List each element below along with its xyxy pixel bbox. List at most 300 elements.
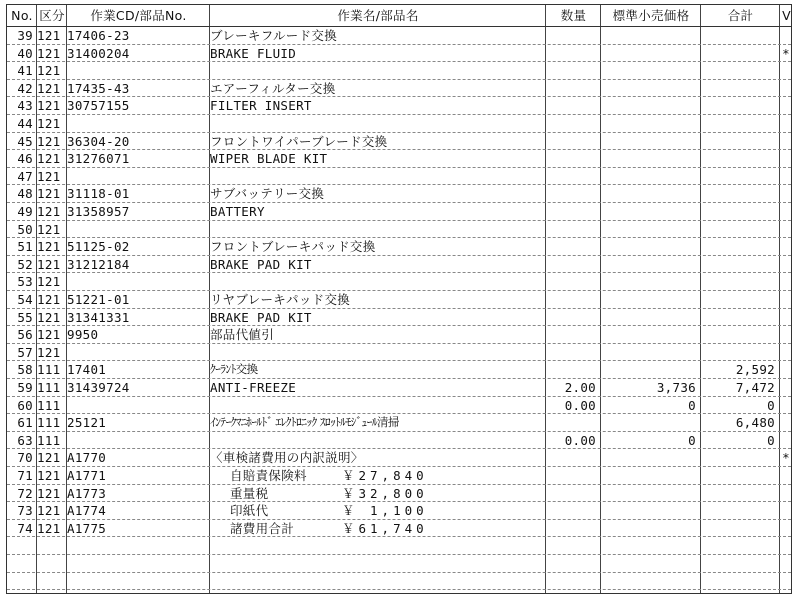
row-code: 30757155 bbox=[67, 98, 130, 114]
row-qty bbox=[546, 485, 600, 502]
table-row bbox=[7, 573, 791, 591]
row-kubun: 121 bbox=[37, 28, 61, 43]
row-code: A1775 bbox=[67, 520, 107, 536]
row-unit-price bbox=[601, 115, 700, 132]
row-v-mark bbox=[780, 537, 792, 554]
fee-amount: ￥32,800 bbox=[342, 485, 428, 501]
row-kubun: 121 bbox=[37, 468, 61, 483]
header-unit-price: 標準小売価格 bbox=[612, 8, 690, 23]
row-name bbox=[210, 537, 545, 554]
row-kubun: 121 bbox=[37, 151, 61, 167]
row-v-mark bbox=[780, 256, 792, 273]
table-row bbox=[7, 291, 791, 309]
row-qty bbox=[546, 150, 600, 167]
table-row bbox=[7, 203, 791, 221]
table-header bbox=[7, 5, 791, 27]
fee-amount: ￥61,740 bbox=[342, 520, 428, 536]
row-v-mark bbox=[780, 344, 792, 361]
row-number: 63 bbox=[17, 432, 33, 448]
row-unit-price bbox=[601, 27, 700, 44]
row-number: 74 bbox=[17, 520, 33, 536]
row-kubun bbox=[37, 537, 67, 554]
row-name: BRAKE FLUID bbox=[210, 45, 297, 61]
row-name bbox=[210, 485, 545, 502]
row-qty bbox=[546, 45, 600, 62]
row-kubun: 121 bbox=[37, 256, 61, 272]
row-kubun: 121 bbox=[37, 344, 61, 360]
row-code: 25121 bbox=[67, 415, 107, 431]
table-row bbox=[7, 273, 791, 291]
row-qty bbox=[546, 414, 600, 431]
row-unit-price bbox=[601, 414, 700, 431]
row-number: 51 bbox=[17, 239, 33, 255]
header-no: No. bbox=[11, 8, 33, 23]
table-row bbox=[7, 97, 791, 115]
row-total bbox=[701, 309, 779, 326]
table-row bbox=[7, 150, 791, 168]
row-kubun: 121 bbox=[37, 45, 61, 61]
row-code: 31118-01 bbox=[67, 186, 130, 202]
row-qty bbox=[546, 555, 600, 572]
row-name: ｸｰﾗﾝﾄ交換 bbox=[210, 362, 258, 377]
row-kubun: 121 bbox=[37, 63, 61, 79]
row-v-mark bbox=[780, 555, 792, 572]
header-code: 作業CD/部品No. bbox=[90, 8, 187, 23]
row-qty bbox=[546, 291, 600, 308]
row-number: 50 bbox=[17, 221, 33, 237]
table-row bbox=[7, 344, 791, 362]
header-v: V bbox=[782, 8, 791, 23]
row-number: 73 bbox=[17, 503, 33, 519]
row-name bbox=[210, 62, 545, 79]
row-name: フロントワイパーブレード交換 bbox=[210, 133, 388, 149]
row-number: 52 bbox=[17, 256, 33, 272]
row-kubun: 121 bbox=[37, 80, 61, 96]
row-name: BATTERY bbox=[210, 204, 265, 219]
row-qty bbox=[546, 115, 600, 132]
row-kubun: 121 bbox=[37, 274, 61, 290]
row-name bbox=[210, 397, 545, 414]
row-kubun: 111 bbox=[37, 362, 61, 378]
table-row bbox=[7, 502, 791, 520]
table-row bbox=[7, 361, 791, 379]
row-unit-price bbox=[601, 97, 700, 114]
row-kubun: 111 bbox=[37, 397, 61, 413]
row-kubun: 121 bbox=[37, 133, 61, 149]
row-unit-price bbox=[601, 485, 700, 502]
row-v-mark bbox=[780, 97, 792, 114]
row-v-mark bbox=[780, 291, 792, 308]
row-name bbox=[210, 520, 545, 537]
row-number: 58 bbox=[17, 362, 33, 378]
row-total bbox=[701, 238, 779, 255]
row-name bbox=[210, 221, 545, 238]
row-unit-price bbox=[601, 573, 700, 590]
row-name: 〈車検諸費用の内訳説明〉 bbox=[210, 450, 364, 466]
table-row bbox=[7, 115, 791, 133]
row-unit-price bbox=[601, 273, 700, 290]
row-code bbox=[67, 62, 212, 79]
row-v-mark bbox=[780, 273, 792, 290]
row-total: 6,480 bbox=[735, 415, 775, 431]
row-code bbox=[67, 273, 212, 290]
row-qty bbox=[546, 467, 600, 484]
table-row bbox=[7, 80, 791, 98]
table-row bbox=[7, 449, 791, 467]
fee-amount: ￥27,840 bbox=[342, 468, 428, 483]
row-total bbox=[701, 97, 779, 114]
table-row bbox=[7, 537, 791, 555]
row-kubun: 111 bbox=[37, 380, 61, 395]
row-number: 53 bbox=[17, 274, 33, 290]
row-total bbox=[701, 449, 779, 466]
row-name bbox=[210, 432, 545, 449]
row-total bbox=[701, 344, 779, 361]
row-qty bbox=[546, 309, 600, 326]
row-number: 42 bbox=[17, 80, 33, 96]
row-number: 70 bbox=[17, 450, 33, 466]
row-name: ANTI-FREEZE bbox=[210, 380, 297, 395]
row-unit-price bbox=[601, 256, 700, 273]
table-row bbox=[7, 133, 791, 151]
row-qty bbox=[546, 537, 600, 554]
row-v-mark bbox=[780, 432, 792, 449]
table-row bbox=[7, 309, 791, 327]
table-row bbox=[7, 221, 791, 239]
row-kubun: 121 bbox=[37, 204, 61, 219]
row-total bbox=[701, 467, 779, 484]
row-kubun: 121 bbox=[37, 292, 61, 307]
row-name: FILTER INSERT bbox=[210, 98, 312, 114]
row-v-mark bbox=[780, 414, 792, 431]
row-total bbox=[701, 537, 779, 554]
header-total: 合計 bbox=[727, 8, 754, 23]
row-qty bbox=[546, 361, 600, 378]
row-total bbox=[701, 203, 779, 220]
row-code bbox=[67, 432, 212, 449]
row-name bbox=[210, 555, 545, 572]
row-number: 57 bbox=[17, 344, 33, 360]
table-row bbox=[7, 414, 791, 432]
row-qty bbox=[546, 221, 600, 238]
row-number: 40 bbox=[17, 45, 33, 61]
row-code: 31400204 bbox=[67, 45, 130, 61]
row-name bbox=[210, 573, 545, 590]
row-qty bbox=[546, 168, 600, 185]
row-qty bbox=[546, 520, 600, 537]
row-total bbox=[701, 573, 779, 590]
row-total bbox=[701, 502, 779, 519]
row-number: 43 bbox=[17, 98, 33, 114]
row-unit-price bbox=[601, 45, 700, 62]
table-row bbox=[7, 238, 791, 256]
row-kubun: 121 bbox=[37, 520, 61, 536]
table-row bbox=[7, 555, 791, 573]
row-unit-price bbox=[601, 221, 700, 238]
row-number: 55 bbox=[17, 309, 33, 325]
row-code bbox=[67, 168, 212, 185]
header-kubun: 区分 bbox=[39, 8, 65, 23]
row-total bbox=[701, 80, 779, 97]
row-number: 71 bbox=[17, 468, 33, 483]
row-name: BRAKE PAD KIT bbox=[210, 256, 312, 272]
row-kubun: 121 bbox=[37, 98, 61, 114]
row-unit-price bbox=[601, 238, 700, 255]
row-name: ｲﾝﾃｰｸﾏﾆﾎｰﾙﾄﾞ ｴﾚｸﾄﾛﾆｯｸ ｽﾛｯﾄﾙﾓｼﾞｭｰﾙ清掃 bbox=[210, 415, 399, 430]
row-unit-price bbox=[601, 361, 700, 378]
table-row bbox=[7, 467, 791, 485]
row-qty bbox=[546, 273, 600, 290]
row-number: 60 bbox=[17, 397, 33, 413]
row-qty bbox=[546, 133, 600, 150]
row-name bbox=[210, 344, 545, 361]
row-kubun: 121 bbox=[37, 186, 61, 202]
fee-label: 自賠責保険料 bbox=[230, 468, 307, 483]
row-qty bbox=[546, 203, 600, 220]
row-qty bbox=[546, 27, 600, 44]
row-kubun: 121 bbox=[37, 503, 61, 519]
fee-label: 重量税 bbox=[230, 485, 269, 501]
row-unit-price bbox=[601, 62, 700, 79]
row-kubun: 111 bbox=[37, 432, 61, 448]
row-unit-price bbox=[601, 555, 700, 572]
row-v-mark bbox=[780, 379, 792, 396]
row-unit-price bbox=[601, 467, 700, 484]
row-number: 49 bbox=[17, 204, 33, 219]
row-unit-price bbox=[601, 133, 700, 150]
row-total bbox=[701, 45, 779, 62]
table-row bbox=[7, 326, 791, 344]
row-unit-price: 0 bbox=[688, 397, 696, 413]
row-name bbox=[210, 168, 545, 185]
row-v-mark bbox=[780, 62, 792, 79]
row-qty: 0.00 bbox=[564, 397, 596, 413]
row-v-mark bbox=[780, 185, 792, 202]
row-name: エアーフィルター交換 bbox=[210, 80, 336, 96]
row-name: BRAKE PAD KIT bbox=[210, 309, 312, 325]
table-row bbox=[7, 379, 791, 397]
row-code: A1770 bbox=[67, 450, 107, 466]
row-total bbox=[701, 150, 779, 167]
row-v-mark bbox=[780, 115, 792, 132]
row-qty bbox=[546, 326, 600, 343]
row-qty bbox=[546, 80, 600, 97]
row-qty bbox=[546, 185, 600, 202]
row-number: 59 bbox=[17, 380, 33, 395]
row-qty bbox=[546, 449, 600, 466]
row-qty bbox=[546, 238, 600, 255]
row-code bbox=[67, 573, 212, 590]
row-name: サブバッテリー交換 bbox=[210, 186, 325, 202]
row-number: 61 bbox=[17, 415, 33, 431]
row-unit-price bbox=[601, 203, 700, 220]
row-kubun bbox=[37, 573, 67, 590]
row-code: 17401 bbox=[67, 362, 107, 378]
row-total: 0 bbox=[767, 397, 775, 413]
row-number: 39 bbox=[17, 28, 33, 43]
row-name: ブレーキフルード交換 bbox=[210, 28, 338, 43]
row-unit-price bbox=[601, 309, 700, 326]
table-row bbox=[7, 185, 791, 203]
row-v-mark bbox=[780, 203, 792, 220]
row-code: 31276071 bbox=[67, 151, 130, 167]
row-v-mark bbox=[780, 309, 792, 326]
row-unit-price bbox=[601, 185, 700, 202]
row-kubun: 121 bbox=[37, 168, 61, 184]
row-total bbox=[701, 27, 779, 44]
row-name bbox=[210, 502, 545, 519]
row-code: 17435-43 bbox=[67, 80, 130, 96]
row-number: 72 bbox=[17, 485, 33, 501]
table-row bbox=[7, 256, 791, 274]
row-kubun: 121 bbox=[37, 239, 61, 255]
work-order-sheet bbox=[6, 4, 792, 594]
row-code: 51221-01 bbox=[67, 292, 130, 307]
row-total bbox=[701, 115, 779, 132]
row-unit-price bbox=[601, 502, 700, 519]
row-name: リヤブレーキパッド交換 bbox=[210, 292, 351, 307]
row-v-mark bbox=[780, 133, 792, 150]
row-kubun: 121 bbox=[37, 309, 61, 325]
row-unit-price bbox=[601, 520, 700, 537]
row-unit-price bbox=[601, 168, 700, 185]
row-v-mark bbox=[780, 326, 792, 343]
row-number: 46 bbox=[17, 151, 33, 167]
row-v-mark bbox=[780, 573, 792, 590]
row-code: 17406-23 bbox=[67, 28, 130, 43]
row-v-mark bbox=[780, 27, 792, 44]
row-number bbox=[7, 537, 35, 554]
row-name bbox=[210, 115, 545, 132]
row-qty bbox=[546, 573, 600, 590]
row-v-mark: * bbox=[782, 45, 790, 61]
row-number bbox=[7, 573, 35, 590]
row-unit-price bbox=[601, 344, 700, 361]
row-name bbox=[210, 273, 545, 290]
row-code: 51125-02 bbox=[67, 239, 130, 255]
row-qty: 0.00 bbox=[564, 432, 596, 448]
row-number: 41 bbox=[17, 63, 33, 79]
row-total bbox=[701, 133, 779, 150]
row-kubun: 121 bbox=[37, 327, 61, 343]
table-row bbox=[7, 520, 791, 538]
row-unit-price bbox=[601, 80, 700, 97]
row-code: 9950 bbox=[67, 327, 99, 343]
row-qty bbox=[546, 97, 600, 114]
row-v-mark bbox=[780, 361, 792, 378]
row-v-mark bbox=[780, 467, 792, 484]
table-row bbox=[7, 485, 791, 503]
row-v-mark bbox=[780, 238, 792, 255]
row-qty bbox=[546, 344, 600, 361]
row-qty: 2.00 bbox=[564, 380, 596, 395]
row-number: 54 bbox=[17, 292, 33, 307]
row-name bbox=[210, 467, 545, 484]
row-unit-price: 3,736 bbox=[656, 380, 696, 395]
row-unit-price bbox=[601, 449, 700, 466]
row-code: A1771 bbox=[67, 468, 107, 483]
row-unit-price: 0 bbox=[688, 432, 696, 448]
row-kubun: 121 bbox=[37, 450, 61, 466]
row-name: 部品代値引 bbox=[210, 327, 275, 343]
row-total bbox=[701, 168, 779, 185]
row-number bbox=[7, 555, 35, 572]
header-qty: 数量 bbox=[560, 8, 587, 23]
row-number: 45 bbox=[17, 133, 33, 149]
row-qty bbox=[546, 502, 600, 519]
table-row bbox=[7, 168, 791, 186]
row-code: 31341331 bbox=[67, 309, 130, 325]
row-total bbox=[701, 221, 779, 238]
row-unit-price bbox=[601, 150, 700, 167]
row-v-mark: * bbox=[782, 450, 790, 466]
row-total bbox=[701, 256, 779, 273]
fee-label: 印紙代 bbox=[230, 503, 269, 519]
row-kubun: 121 bbox=[37, 116, 61, 131]
row-code bbox=[67, 344, 212, 361]
row-code: A1773 bbox=[67, 485, 107, 501]
row-name: WIPER BLADE KIT bbox=[210, 151, 328, 167]
row-unit-price bbox=[601, 291, 700, 308]
row-qty bbox=[546, 62, 600, 79]
row-number: 47 bbox=[17, 168, 33, 184]
row-code: 31358957 bbox=[67, 204, 130, 219]
row-total bbox=[701, 485, 779, 502]
row-v-mark bbox=[780, 520, 792, 537]
row-name: フロントブレーキパッド交換 bbox=[210, 239, 376, 255]
row-code: 31439724 bbox=[67, 380, 130, 395]
row-code: 36304-20 bbox=[67, 133, 130, 149]
row-v-mark bbox=[780, 168, 792, 185]
row-v-mark bbox=[780, 502, 792, 519]
header-name: 作業名/部品名 bbox=[337, 8, 419, 23]
table-row bbox=[7, 432, 791, 450]
table-row bbox=[7, 62, 791, 80]
table-row bbox=[7, 27, 791, 45]
row-code bbox=[67, 115, 212, 132]
row-v-mark bbox=[780, 80, 792, 97]
row-unit-price bbox=[601, 537, 700, 554]
row-number: 44 bbox=[17, 116, 33, 131]
row-total bbox=[701, 273, 779, 290]
row-total: 2,592 bbox=[735, 362, 775, 378]
row-kubun: 121 bbox=[37, 485, 61, 501]
row-total bbox=[701, 291, 779, 308]
row-unit-price bbox=[601, 326, 700, 343]
row-code bbox=[67, 397, 212, 414]
row-kubun: 121 bbox=[37, 221, 61, 237]
row-number: 48 bbox=[17, 186, 33, 202]
row-v-mark bbox=[780, 150, 792, 167]
row-total bbox=[701, 185, 779, 202]
row-v-mark bbox=[780, 485, 792, 502]
row-v-mark bbox=[780, 397, 792, 414]
row-kubun: 111 bbox=[37, 415, 61, 431]
row-total bbox=[701, 62, 779, 79]
row-code: A1774 bbox=[67, 503, 107, 519]
row-total bbox=[701, 326, 779, 343]
table-row bbox=[7, 397, 791, 415]
fee-amount: ￥ 1,100 bbox=[342, 503, 428, 519]
row-total bbox=[701, 555, 779, 572]
row-v-mark bbox=[780, 221, 792, 238]
table-row bbox=[7, 45, 791, 63]
row-total bbox=[701, 520, 779, 537]
row-code bbox=[67, 537, 212, 554]
row-number: 56 bbox=[17, 327, 33, 343]
row-kubun bbox=[37, 555, 67, 572]
row-code: 31212184 bbox=[67, 256, 130, 272]
